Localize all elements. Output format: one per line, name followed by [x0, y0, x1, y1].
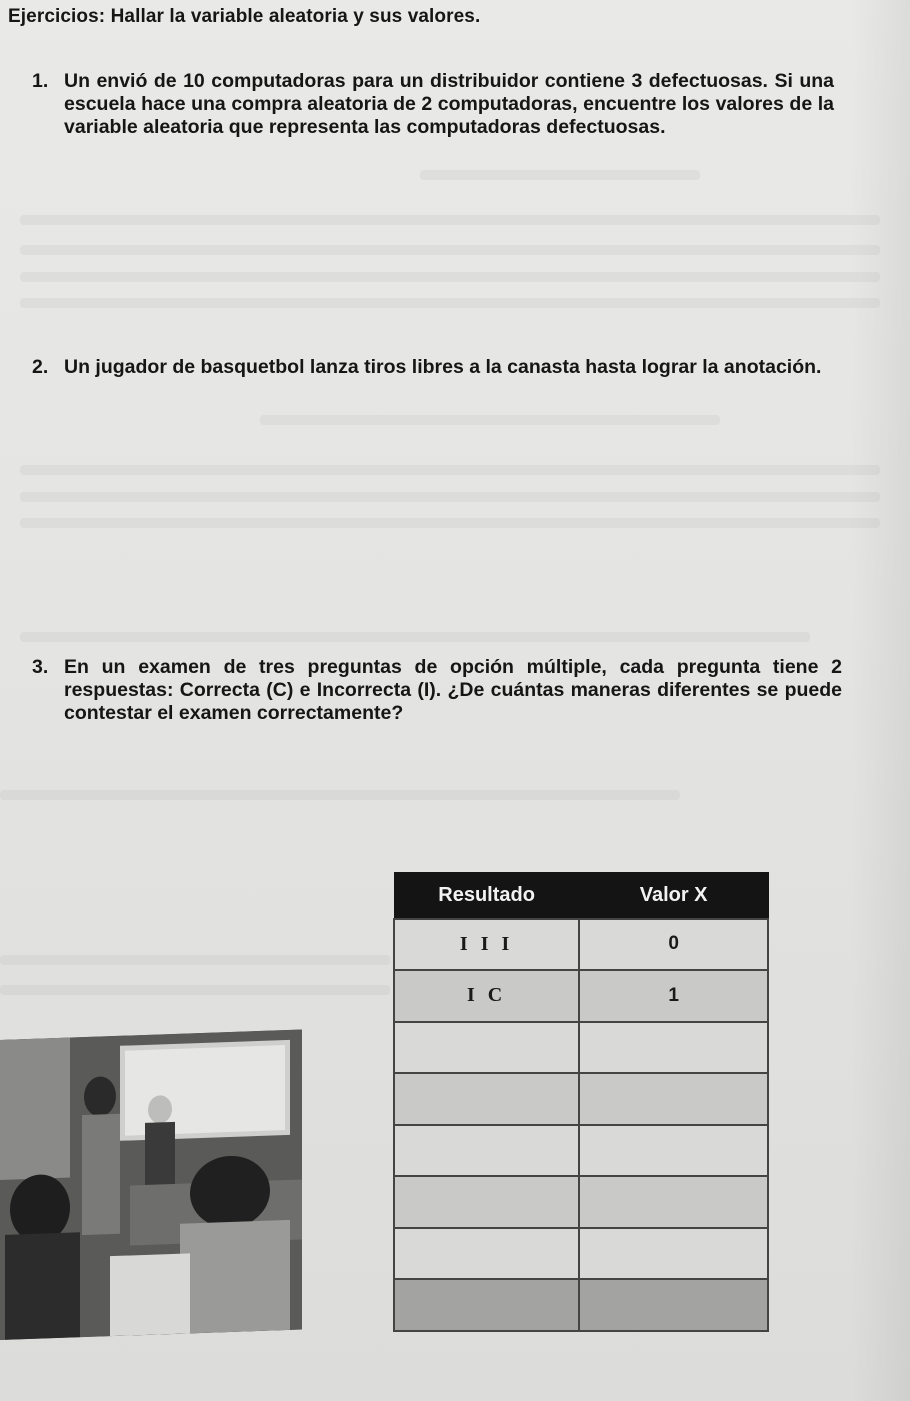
bleed-through-mark	[260, 415, 720, 425]
result-cell: I C	[394, 970, 579, 1022]
table-header-row	[394, 873, 768, 919]
exercise-number: 3.	[32, 656, 49, 678]
classroom-photo	[0, 1029, 302, 1340]
table-row	[394, 1176, 768, 1228]
result-cell: I I I	[394, 919, 579, 971]
value-cell: 0	[579, 919, 768, 971]
exercise-text: Un jugador de basquetbol lanza tiros libres a la canasta hasta lograr la anotación.	[64, 356, 822, 378]
page-edge-shadow	[850, 0, 910, 1401]
bleed-through-mark	[20, 465, 880, 475]
bleed-through-mark	[20, 518, 880, 528]
bleed-through-mark	[0, 955, 390, 965]
result-cell	[394, 1176, 579, 1228]
bleed-through-mark	[0, 985, 390, 995]
result-cell	[394, 1073, 579, 1125]
exercise-number: 2.	[32, 356, 49, 378]
bleed-through-mark	[20, 492, 880, 502]
bleed-through-mark	[20, 245, 880, 255]
heading-label: Ejercicios:	[8, 6, 106, 27]
result-value-table	[393, 872, 769, 1332]
heading-text: Hallar la variable aleatoria y sus valores.	[110, 6, 481, 27]
value-cell	[579, 1073, 768, 1125]
result-cell	[394, 1228, 579, 1280]
table-row	[394, 919, 768, 971]
bleed-through-mark	[420, 170, 700, 180]
table-row	[394, 1125, 768, 1177]
exercise-1	[34, 70, 834, 139]
bleed-through-mark	[0, 790, 680, 800]
result-cell	[394, 1279, 579, 1331]
value-cell	[579, 1022, 768, 1074]
result-cell	[394, 1022, 579, 1074]
table-row	[394, 1073, 768, 1125]
value-cell	[579, 1228, 768, 1280]
exercise-2	[34, 356, 834, 379]
bleed-through-mark	[20, 215, 880, 225]
exercise-text: Un envió de 10 computadoras para un distribuidor contiene 3 defectuosas. Si una escuela hace una compra aleatoria de 2 computadoras, encuentre los valores de la variable aleatoria que representa las computadoras defectuosas.	[64, 70, 834, 138]
column-header-valor-x: Valor X	[579, 873, 768, 919]
table-row	[394, 1228, 768, 1280]
table-row	[394, 970, 768, 1022]
value-cell	[579, 1176, 768, 1228]
result-cell	[394, 1125, 579, 1177]
value-cell	[579, 1279, 768, 1331]
table-row	[394, 1022, 768, 1074]
bleed-through-mark	[20, 272, 880, 282]
table-row	[394, 1279, 768, 1331]
column-header-resultado: Resultado	[394, 873, 579, 919]
exercise-text: En un examen de tres preguntas de opción múltiple, cada pregunta tiene 2 respuestas: Correcta (C) e Incorrecta (I). ¿De cuántas maneras diferentes se puede contestar el examen correctamente?	[64, 656, 842, 724]
exercise-heading	[8, 6, 480, 28]
bleed-through-mark	[20, 632, 810, 642]
value-cell	[579, 1125, 768, 1177]
bleed-through-mark	[20, 298, 880, 308]
exercise-number: 1.	[32, 70, 49, 92]
value-cell: 1	[579, 970, 768, 1022]
exercise-3	[34, 656, 842, 725]
